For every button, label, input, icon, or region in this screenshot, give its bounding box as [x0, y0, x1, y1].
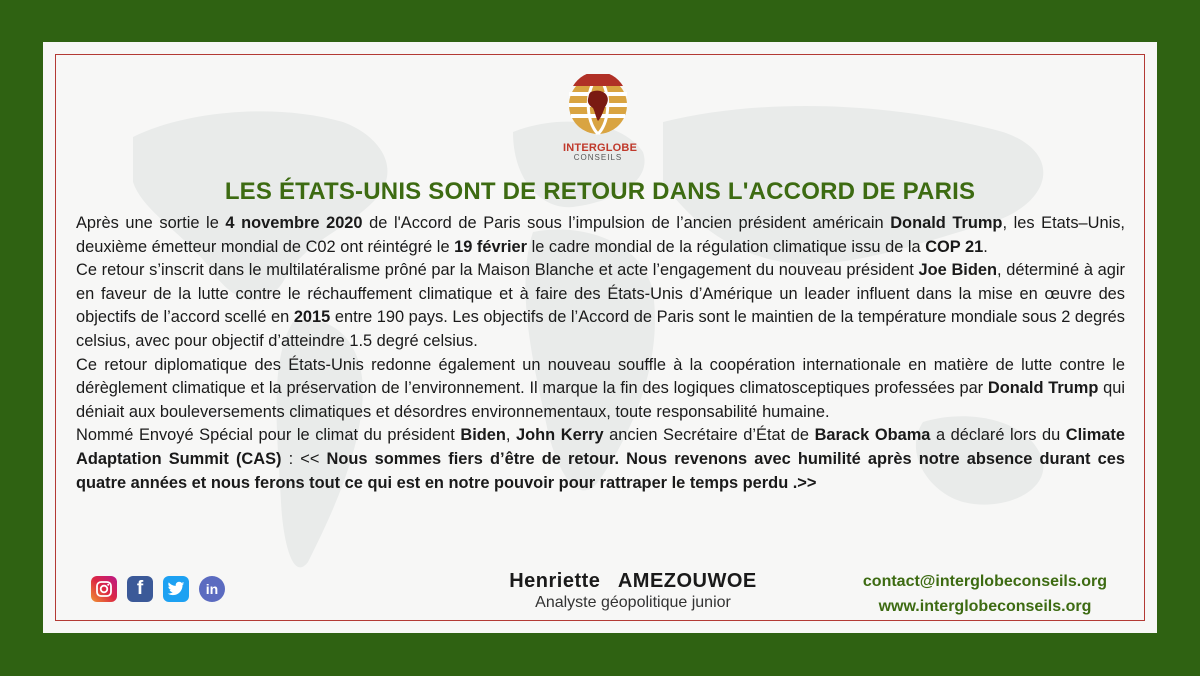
headline: LES ÉTATS-UNIS SONT DE RETOUR DANS L'ACCORD DE PARIS [224, 178, 976, 205]
linkedin-icon[interactable]: in [199, 576, 225, 602]
instagram-icon[interactable] [91, 576, 117, 602]
contact-block [863, 569, 1107, 619]
paragraph-3: Ce retour diplomatique des États-Unis redonne également un nouveau souffle à la coopération internationale en matière de lutte contre le dérèglement climatique et la préservation de l’environnement. Il marque la fin des logiques climatosceptiques professées par Donald Trump qui déniait aux bouleversements climatiques et désordres environnementaux, toute responsabilité humaine. [76, 355, 1125, 421]
facebook-icon[interactable]: f [127, 576, 153, 602]
social-links [91, 576, 225, 602]
author-role: Analyste géopolitique junior [535, 594, 731, 611]
contact-website[interactable]: www.interglobeconseils.org [878, 598, 1092, 615]
signature [463, 570, 803, 612]
logo-name: INTERGLOBE [563, 142, 638, 154]
article-body [76, 212, 1125, 495]
logo-subtitle: CONSEILS [573, 153, 623, 162]
author-name: Henriette AMEZOUWOE [509, 570, 757, 592]
document-card [43, 42, 1157, 633]
paragraph-4: Nommé Envoyé Spécial pour le climat du président Biden, John Kerry ancien Secrétaire d’État de Barack Obama a déclaré lors du Climate Adaptation Summit (CAS) : << Nous sommes fiers d’être de retour. Nous revenons avec humilité après notre absence durant ces quatre années et nous ferons tout ce qui est en notre pouvoir pour rattraper le temps perdu .>> [76, 426, 1125, 492]
globe-africa-icon [567, 74, 629, 136]
paragraph-2: Ce retour s’inscrit dans le multilatéralisme prôné par la Maison Blanche et acte l’engagement du nouveau président Joe Biden, déterminé à agir en faveur de la lutte contre le réchauffement climatique et à faire des États-Unis d’Amérique un leader influent dans la mise en œuvre des objectifs de l’accord scellé en 2015 entre 190 pays. Les objectifs de l’Accord de Paris sont le maintien de la température mondiale sous 2 degrés celsius, avec pour objectif d’atteindre 1.5 degré celsius. [76, 261, 1126, 350]
contact-email[interactable]: contact@interglobeconseils.org [862, 573, 1107, 590]
paragraph-1: Après une sortie le 4 novembre 2020 de l'Accord de Paris sous l’impulsion de l’ancien président américain Donald Trump, les Etats–Unis, deuxième émetteur mondial de C02 ont réintégré le 19 février le cadre mondial de la régulation climatique issu de la COP 21. [76, 214, 1125, 256]
logo [563, 74, 638, 162]
twitter-icon[interactable] [163, 576, 189, 602]
